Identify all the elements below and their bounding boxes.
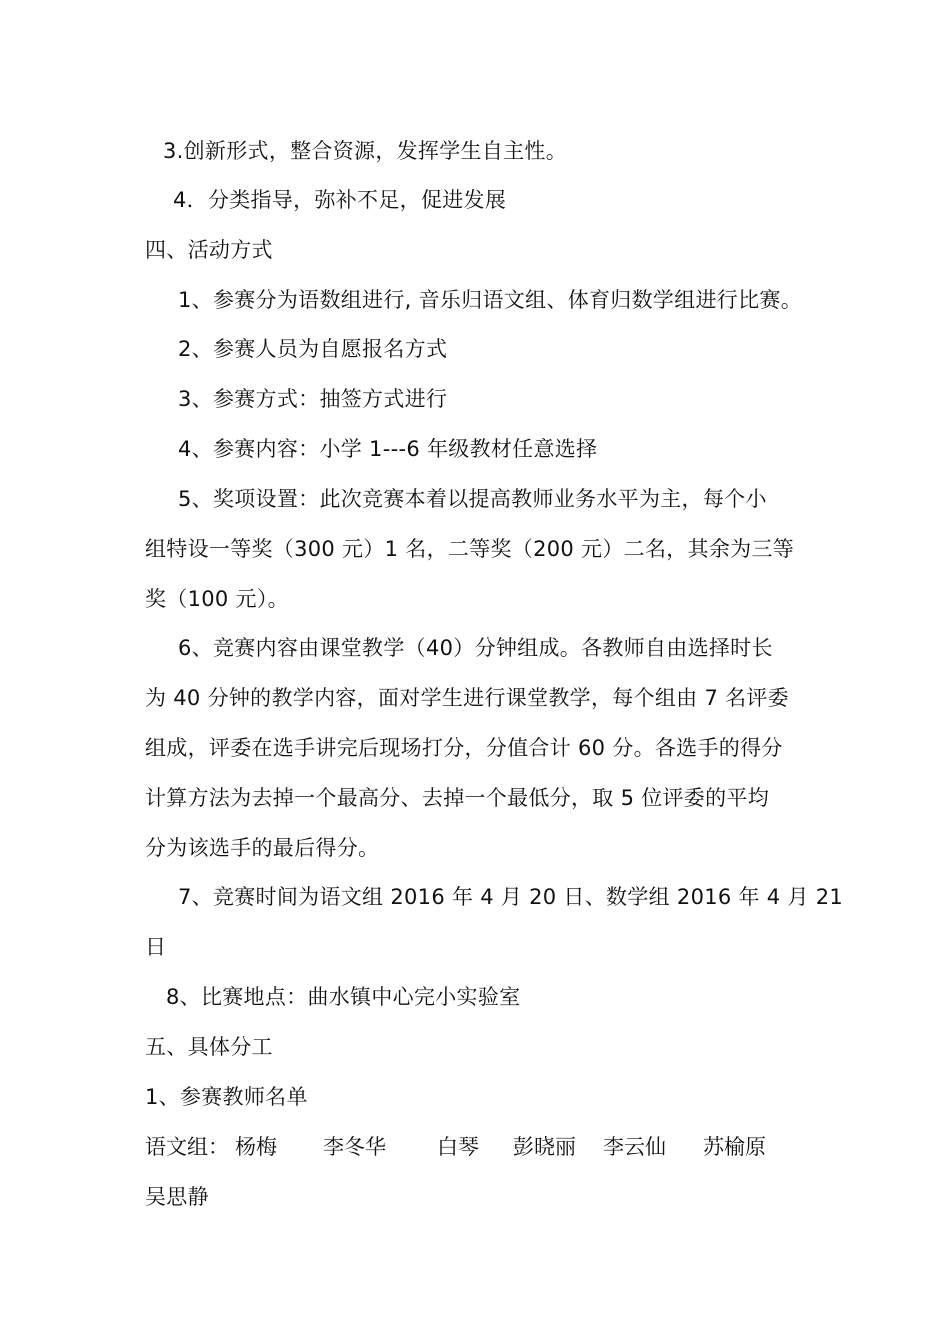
- text-line: 2、参赛人员为自愿报名方式: [178, 337, 448, 361]
- teacher-name: 杨梅: [235, 1135, 277, 1159]
- text-line: 3、参赛方式：抽签方式进行: [178, 387, 448, 411]
- teacher-name: 李云仙: [603, 1135, 666, 1159]
- section-heading: 四、活动方式: [145, 238, 273, 262]
- text-line: 为 40 分钟的教学内容，面对学生进行课堂教学，每个组由 7 名评委: [145, 686, 789, 710]
- text-line: 1、参赛分为语数组进行, 音乐归语文组、体育归数学组进行比赛。: [178, 288, 803, 312]
- text-line: 4、参赛内容：小学 1---6 年级教材任意选择: [178, 437, 598, 461]
- text-line: 组特设一等奖（300 元）1 名，二等奖（200 元）二名，其余为三等: [145, 537, 795, 561]
- teacher-name: 彭晓丽: [513, 1135, 576, 1159]
- text-line: 日: [145, 935, 167, 959]
- text-line: 分为该选手的最后得分。: [145, 836, 380, 860]
- text-line: 1、参赛教师名单: [145, 1085, 308, 1109]
- section-heading: 五、具体分工: [145, 1035, 273, 1059]
- text-line: 奖（100 元）。: [145, 587, 289, 611]
- text-line: 5、奖项设置：此次竞赛本着以提高教师业务水平为主，每个小: [178, 487, 767, 511]
- text-line: 计算方法为去掉一个最高分、去掉一个最低分，取 5 位评委的平均: [145, 786, 770, 810]
- teacher-name: 白琴: [437, 1135, 479, 1159]
- text-line: 4．分类指导，弥补不足，促进发展: [173, 188, 507, 212]
- teacher-name: 苏榆原: [703, 1135, 766, 1159]
- text-line: 组成，评委在选手讲完后现场打分，分值合计 60 分。各选手的得分: [145, 736, 783, 760]
- chinese-group-teacher-list: [145, 1132, 845, 1162]
- text-line: 8、比赛地点：曲水镇中心完小实验室: [166, 985, 521, 1009]
- teacher-name: 吴思静: [145, 1185, 209, 1209]
- text-line: 3.创新形式，整合资源，发挥学生自主性。: [163, 139, 568, 163]
- text-line: 6、竞赛内容由课堂教学（40）分钟组成。各教师自由选择时长: [178, 636, 773, 660]
- teacher-name: 李冬华: [323, 1135, 386, 1159]
- group-label: 语文组：: [145, 1135, 229, 1159]
- text-line: 7、竞赛时间为语文组 2016 年 4 月 20 日、数学组 2016 年 4 月 21: [178, 885, 844, 909]
